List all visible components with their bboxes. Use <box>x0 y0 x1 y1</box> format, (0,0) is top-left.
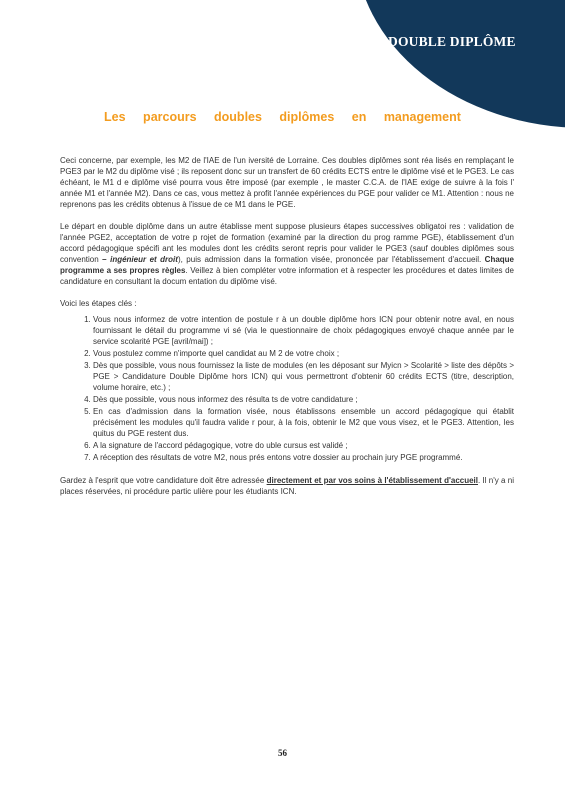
list-item: 3. Dès que possible, vous nous fournissez la liste de modules (en les déposant sur Myicn > Scolarité > liste des dépôts > PGE > Candidature Double Diplôme hors ICN) qui vous permettront d'obtenir 60 crédits ECTS (titre, description, volume horaire, etc.) ; <box>93 360 514 393</box>
paragraph-procedure-emphasis: – ingénieur et droit <box>102 255 178 264</box>
paragraph-procedure-text-b: ), puis admission dans la formation visée, prononcée par l'établissement d'accueil. <box>177 255 485 264</box>
page-number: 56 <box>278 748 287 758</box>
paragraph-procedure-text-a: Le départ en double diplôme dans un autre établisse ment suppose plusieurs étapes successives obligatoi res : validation de l'année PGE2, acceptation de votre p rojet de formation (examiné par la direction du prog ramme PGE), établissement d'un accord pédagogique spécifi ant les modules dont les crédits seront repris pour valider le PGE3 (sauf doubles diplômes sous convention <box>60 222 514 264</box>
header-corner-shape <box>355 0 565 128</box>
paragraph-procedure-bold: Chaque programme a ses propres règles <box>60 255 515 275</box>
paragraph-closing <box>60 475 514 497</box>
list-item: 5. En cas d'admission dans la formation visée, nous établissons ensemble un accord pédagogique qui établit précisément les modules qu'il faudra valide r pour, à la fois, obtenir le M2 que vous visez, et le PGE3. Attention, les quitus du PGE restent dus. <box>93 406 514 439</box>
list-item: 4. Dès que possible, vous nous informez des résulta ts de votre candidature ; <box>93 394 514 405</box>
list-item: 6. A la signature de l'accord pédagogique, votre do uble cursus est validé ; <box>93 440 514 451</box>
steps-list <box>60 314 514 463</box>
list-item: 1. Vous nous informez de votre intention de postule r à un double diplôme hors ICN pour obtenir notre aval, en nous fournissant le détail du programme vi sé (via le questionnaire de choix pédagogiques envoyé chaque année par le service scolarité PGE [avril/mai]) ; <box>93 314 514 347</box>
header-title: DOUBLE DIPLÔME <box>388 34 516 49</box>
steps-intro: Voici les étapes clés : <box>60 299 137 308</box>
paragraph-closing-underlined: directement et par vos soins à l'établissement d'accueil <box>266 476 479 485</box>
paragraph-closing-text-a: Gardez à l'esprit que votre candidature doit être adressée <box>60 476 267 485</box>
paragraph-intro: Ceci concerne, par exemple, les M2 de l'IAE de l'un iversité de Lorraine. Ces doubles diplômes sont réa lisés en remplaçant le PGE3 par le M2 du diplôme visé ; ils reposent donc sur un transfert de 60 crédits ECTS entre le diplôme visé et le PGE3. Le cas échéant, le M1 d e diplôme visé pourra vous être imposé (par exemple , le master C.C.A. de l'IAE exige de suivre à la fois l' année M1 et l'année M2). Dans ce cas, vous mettez à profit l'année expériences du PGE pour valider ce M1. Attention : nous ne reprenons pas les crédits obtenus à l'issue de ce M1 dans le PGE. <box>60 156 514 209</box>
paragraph-procedure-text-c: . Veillez à bien compléter votre information et à respecter les procédures et dates limites de candidature en consultant la docum entation du diplôme visé. <box>60 266 514 286</box>
paragraph-closing-text-b: . Il n'y a ni places réservées, ni procédure partic ulière pour les étudiants ICN. <box>60 476 515 496</box>
list-item: 7. A réception des résultats de votre M2, nous prés entons votre dossier au prochain jury PGE programmé. <box>93 452 514 463</box>
document-body <box>60 155 514 497</box>
paragraph-procedure <box>60 221 514 287</box>
list-item: 2. Vous postulez comme n'importe quel candidat au M 2 de votre choix ; <box>93 348 514 359</box>
section-title: Les parcours doubles diplômes en management <box>104 110 461 124</box>
